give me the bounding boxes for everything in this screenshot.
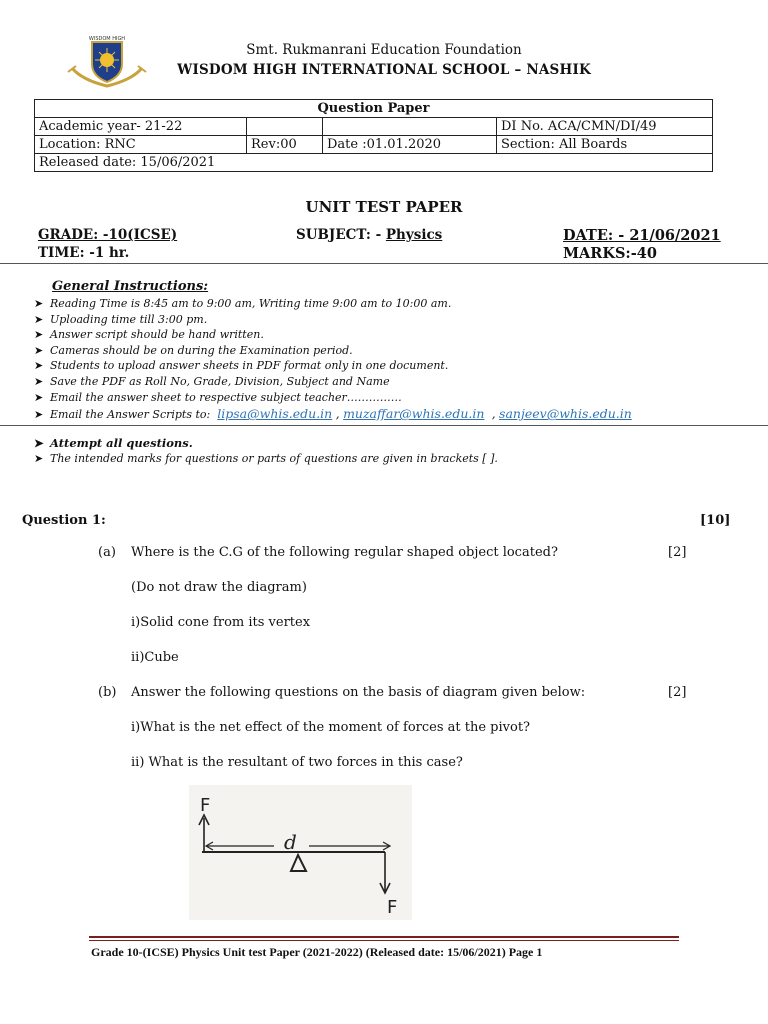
question-1-marks: [10]: [700, 513, 731, 528]
question-1-label: Question 1:: [22, 513, 106, 528]
date-cell: Date :01.01.2020: [323, 136, 497, 154]
footer-rule-thin: [89, 940, 679, 941]
part-a-number: (a): [98, 545, 116, 560]
list-item: ➤ Answer script should be hand written.: [34, 328, 264, 342]
time-label: TIME: -1 hr.: [38, 245, 130, 261]
list-item: ➤ Uploading time till 3:00 pm.: [34, 312, 208, 326]
arrow-bullet-icon: ➤: [34, 452, 44, 465]
email-link-sanjeev[interactable]: sanjeev@whis.edu.in: [499, 406, 632, 422]
part-b-marks: [2]: [668, 685, 687, 700]
subject-value: Physics: [385, 227, 443, 243]
part-a-item-i: i)Solid cone from its vertex: [131, 615, 311, 630]
di-number-cell: DI No. ACA/CMN/DI/49: [497, 118, 713, 136]
foundation-name: Smt. Rukmanrani Education Foundation: [246, 42, 522, 58]
list-item: ➤ Reading Time is 8:45 am to 9:00 am, Writing time 9:00 am to 10:00 am.: [34, 297, 452, 310]
list-item: ➤ Cameras should be on during the Examination period.: [34, 343, 353, 357]
location-cell: Location: RNC: [35, 136, 247, 154]
released-date-cell: Released date: 15/06/2021: [35, 154, 713, 172]
instructions-divider: [0, 425, 768, 426]
part-b-item-ii: ii) What is the resultant of two forces in this case?: [131, 755, 463, 770]
school-logo: [62, 28, 152, 92]
footer-rule: [89, 936, 679, 938]
header-divider: [0, 263, 768, 264]
list-item: ➤ Save the PDF as Roll No, Grade, Division, Subject and Name: [34, 374, 390, 388]
force-label-bottom: F: [387, 897, 398, 918]
paper-title: UNIT TEST PAPER: [305, 198, 463, 216]
marks-instruction: ➤ The intended marks for questions or parts of questions are given in brackets [ ].: [34, 452, 498, 465]
part-a-marks: [2]: [668, 545, 687, 560]
arrow-bullet-icon: ➤: [34, 312, 44, 326]
arrow-bullet-icon: ➤: [34, 390, 44, 404]
force-label-top: F: [200, 795, 211, 816]
question-paper-info-table: [34, 99, 713, 172]
marks-label: MARKS:-40: [563, 245, 657, 262]
arrow-bullet-icon: ➤: [34, 343, 44, 357]
svg-text:WISDOM HIGH: WISDOM HIGH: [88, 36, 126, 42]
list-item: ➤ Students to upload answer sheets in PDF format only in one document.: [34, 359, 449, 373]
list-item-emails: [34, 405, 632, 423]
email-link-muzaffar[interactable]: muzaffar@whis.edu.in: [343, 406, 485, 422]
arrow-bullet-icon: ➤: [34, 408, 44, 422]
arrow-bullet-icon: ➤: [34, 359, 44, 373]
part-b-number: (b): [98, 685, 117, 700]
exam-date: DATE: - 21/06/2021: [563, 227, 721, 244]
arrow-bullet-icon: ➤: [34, 328, 44, 342]
page-footer: Grade 10-(ICSE) Physics Unit test Paper (2021-2022) (Released date: 15/06/2021) Page 1: [91, 945, 543, 959]
email-link-lipsa[interactable]: lipsa@whis.edu.in: [217, 406, 333, 422]
part-a-text: Where is the C.G of the following regular shaped object located?: [131, 545, 558, 560]
grade-label: GRADE: -10(ICSE): [38, 227, 178, 243]
arrow-bullet-icon: ➤: [34, 374, 44, 388]
lever-diagram: [189, 785, 412, 920]
part-b-item-i: i)What is the net effect of the moment of forces at the pivot?: [131, 720, 531, 735]
distance-label: d: [284, 830, 297, 854]
separator: ,: [487, 407, 496, 422]
empty-cell: [247, 118, 323, 136]
section-cell: Section: All Boards: [497, 136, 713, 154]
arrow-bullet-icon: ➤: [34, 297, 44, 310]
revision-cell: Rev:00: [247, 136, 323, 154]
separator: ,: [335, 407, 340, 422]
table-title: Question Paper: [35, 100, 713, 118]
arrow-bullet-icon: ➤: [34, 436, 44, 450]
school-name: WISDOM HIGH INTERNATIONAL SCHOOL – NASHIK: [177, 62, 591, 78]
subject-prefix: SUBJECT: -: [296, 227, 386, 243]
email-label: Email the Answer Scripts to:: [50, 408, 211, 422]
academic-year-cell: Academic year- 21-22: [35, 118, 247, 136]
part-b-text: Answer the following questions on the basis of diagram given below:: [131, 685, 586, 700]
empty-cell: [323, 118, 497, 136]
list-item: ➤ Email the answer sheet to respective subject teacher……………: [34, 390, 402, 404]
attempt-instruction: ➤ Attempt all questions.: [34, 436, 193, 450]
part-a-note: (Do not draw the diagram): [131, 580, 307, 595]
subject-label: [296, 227, 442, 243]
instructions-list: [34, 296, 632, 423]
part-a-item-ii: ii)Cube: [131, 650, 179, 665]
instructions-title: General Instructions:: [52, 279, 209, 294]
